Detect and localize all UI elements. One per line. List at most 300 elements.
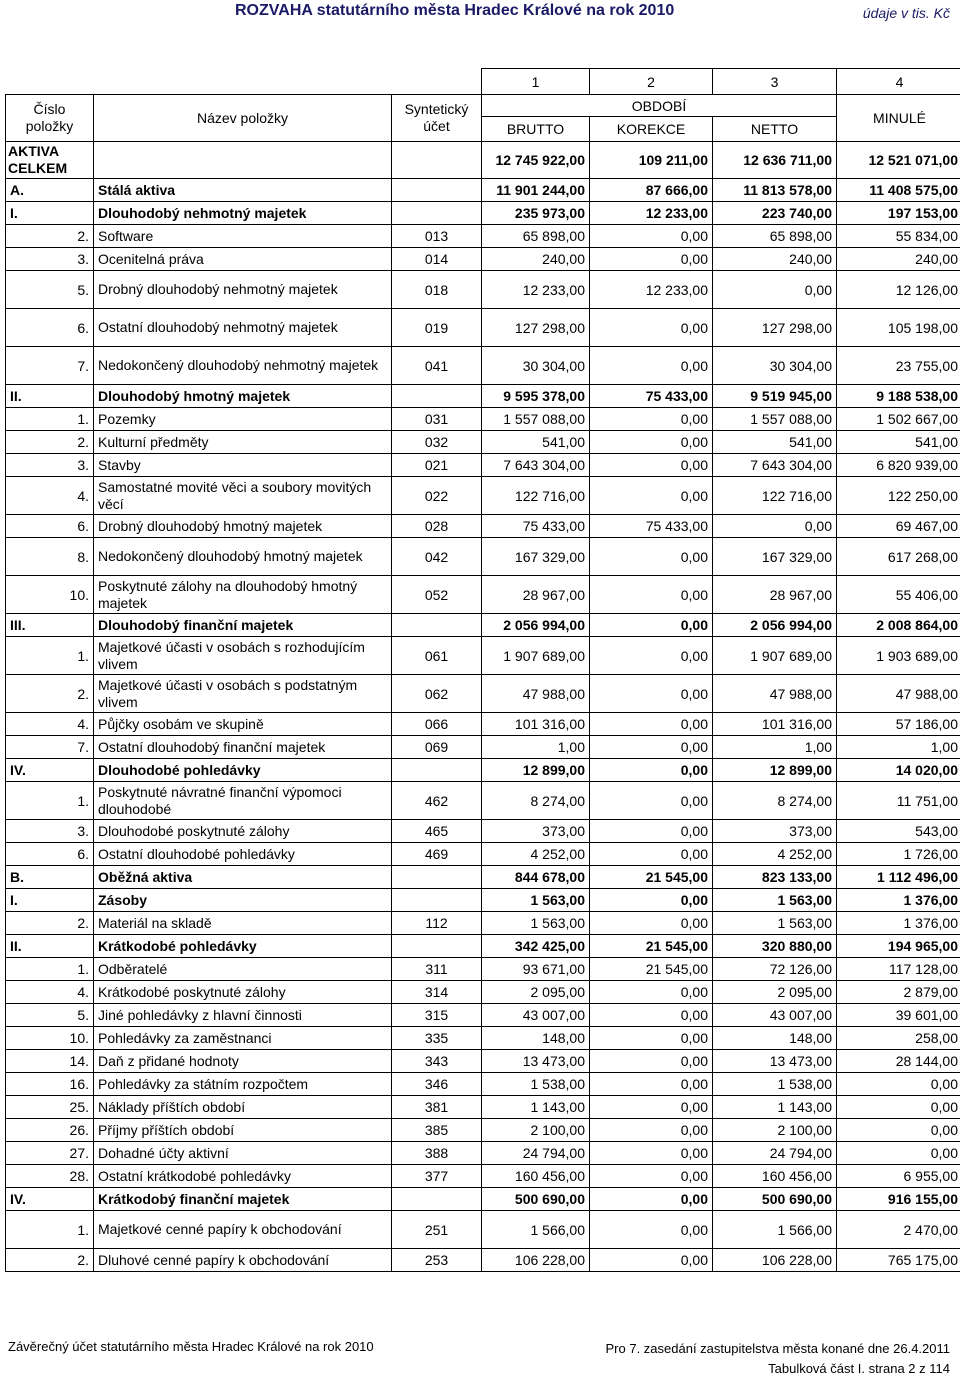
units-label: údaje v tis. Kč	[863, 5, 950, 21]
row-account	[392, 202, 482, 225]
table-row	[6, 1119, 960, 1142]
row-account: 346	[392, 1073, 482, 1096]
table-row	[6, 1249, 960, 1272]
header-account: Syntetický účet	[392, 95, 482, 142]
row-brutto: 4 252,00	[482, 843, 590, 866]
row-name: Samostatné movité věci a soubory movitých věcí	[94, 477, 392, 515]
row-brutto: 342 425,00	[482, 935, 590, 958]
table-row	[6, 408, 960, 431]
row-netto: 1 538,00	[713, 1073, 837, 1096]
row-name: Kulturní předměty	[94, 431, 392, 454]
table-row	[6, 225, 960, 248]
row-number: 26.	[6, 1119, 94, 1142]
row-brutto: 240,00	[482, 248, 590, 271]
row-brutto: 106 228,00	[482, 1249, 590, 1272]
row-korekce: 0,00	[590, 1096, 713, 1119]
row-name: Zásoby	[94, 889, 392, 912]
row-previous: 57 186,00	[837, 713, 960, 736]
row-name: Majetkové účasti v osobách s rozhodujícím vlivem	[94, 637, 392, 675]
row-korekce: 0,00	[590, 454, 713, 477]
row-korekce: 0,00	[590, 736, 713, 759]
table-row	[6, 759, 960, 782]
row-korekce: 0,00	[590, 713, 713, 736]
row-korekce: 0,00	[590, 1211, 713, 1249]
row-name	[94, 142, 392, 179]
row-name: Majetkové účasti v osobách s podstatným vlivem	[94, 675, 392, 713]
row-korekce: 0,00	[590, 1119, 713, 1142]
row-account: 112	[392, 912, 482, 935]
row-previous: 28 144,00	[837, 1050, 960, 1073]
row-previous: 12 126,00	[837, 271, 960, 309]
table-row	[6, 347, 960, 385]
row-name: Poskytnuté zálohy na dlouhodobý hmotný majetek	[94, 576, 392, 614]
row-number: 7.	[6, 347, 94, 385]
row-name: Majetkové cenné papíry k obchodování	[94, 1211, 392, 1249]
column-number-2: 2	[590, 69, 713, 95]
row-brutto: 122 716,00	[482, 477, 590, 515]
row-netto: 1 557 088,00	[713, 408, 837, 431]
row-brutto: 1 557 088,00	[482, 408, 590, 431]
row-name: Nedokončený dlouhodobý nehmotný majetek	[94, 347, 392, 385]
row-name: Ocenitelná práva	[94, 248, 392, 271]
row-brutto: 2 095,00	[482, 981, 590, 1004]
row-name: Nedokončený dlouhodobý hmotný majetek	[94, 538, 392, 576]
row-number: II.	[6, 935, 94, 958]
row-netto: 13 473,00	[713, 1050, 837, 1073]
row-previous: 12 521 071,00	[837, 142, 960, 179]
row-brutto: 11 901 244,00	[482, 179, 590, 202]
row-number: 1.	[6, 1211, 94, 1249]
row-name: Oběžná aktiva	[94, 866, 392, 889]
row-brutto: 2 100,00	[482, 1119, 590, 1142]
row-account	[392, 889, 482, 912]
row-previous: 117 128,00	[837, 958, 960, 981]
row-name: Software	[94, 225, 392, 248]
table-row	[6, 1165, 960, 1188]
row-account: 315	[392, 1004, 482, 1027]
row-previous: 2 879,00	[837, 981, 960, 1004]
row-korekce: 21 545,00	[590, 935, 713, 958]
footer-page: Tabulková část I. strana 2 z 114	[606, 1359, 951, 1379]
row-brutto: 1 907 689,00	[482, 637, 590, 675]
row-account: 013	[392, 225, 482, 248]
row-netto: 12 636 711,00	[713, 142, 837, 179]
row-number: 3.	[6, 454, 94, 477]
row-account	[392, 866, 482, 889]
row-number: 2.	[6, 675, 94, 713]
row-number: 6.	[6, 843, 94, 866]
row-account	[392, 614, 482, 637]
row-brutto: 1 538,00	[482, 1073, 590, 1096]
table-row	[6, 958, 960, 981]
row-name: Daň z přidané hodnoty	[94, 1050, 392, 1073]
table-row	[6, 675, 960, 713]
row-netto: 4 252,00	[713, 843, 837, 866]
row-number: 2.	[6, 1249, 94, 1272]
table-row	[6, 576, 960, 614]
row-account: 069	[392, 736, 482, 759]
row-previous: 105 198,00	[837, 309, 960, 347]
row-netto: 101 316,00	[713, 713, 837, 736]
row-number: 4.	[6, 713, 94, 736]
row-name: Poskytnuté návratné finanční výpomoci dlouhodobé	[94, 782, 392, 820]
table-row	[6, 935, 960, 958]
row-account: 062	[392, 675, 482, 713]
row-korekce: 0,00	[590, 820, 713, 843]
header-row-numbers	[6, 69, 960, 95]
row-number: 4.	[6, 477, 94, 515]
row-name: Ostatní dlouhodobé pohledávky	[94, 843, 392, 866]
row-previous: 541,00	[837, 431, 960, 454]
row-number: 1.	[6, 782, 94, 820]
row-number: 28.	[6, 1165, 94, 1188]
row-brutto: 12 233,00	[482, 271, 590, 309]
header-item-number: Číslo položky	[6, 95, 94, 142]
row-number: III.	[6, 614, 94, 637]
row-previous: 55 834,00	[837, 225, 960, 248]
row-number: 5.	[6, 1004, 94, 1027]
row-brutto: 8 274,00	[482, 782, 590, 820]
row-korekce: 0,00	[590, 782, 713, 820]
table-row	[6, 202, 960, 225]
row-brutto: 24 794,00	[482, 1142, 590, 1165]
row-netto: 2 100,00	[713, 1119, 837, 1142]
row-brutto: 167 329,00	[482, 538, 590, 576]
row-brutto: 43 007,00	[482, 1004, 590, 1027]
row-name: Dlouhodobý nehmotný majetek	[94, 202, 392, 225]
row-brutto: 235 973,00	[482, 202, 590, 225]
row-brutto: 844 678,00	[482, 866, 590, 889]
row-korekce: 0,00	[590, 347, 713, 385]
row-previous: 1 112 496,00	[837, 866, 960, 889]
table-row	[6, 782, 960, 820]
row-netto: 106 228,00	[713, 1249, 837, 1272]
row-number: 6.	[6, 309, 94, 347]
row-account: 019	[392, 309, 482, 347]
header-item-name: Název položky	[94, 95, 392, 142]
row-account: 469	[392, 843, 482, 866]
balance-sheet-table	[5, 68, 960, 1272]
row-name: Stálá aktiva	[94, 179, 392, 202]
row-previous: 14 020,00	[837, 759, 960, 782]
row-name: Pohledávky za zaměstnanci	[94, 1027, 392, 1050]
row-name: Krátkodobé pohledávky	[94, 935, 392, 958]
row-brutto: 541,00	[482, 431, 590, 454]
row-brutto: 1 143,00	[482, 1096, 590, 1119]
row-account: 042	[392, 538, 482, 576]
row-brutto: 65 898,00	[482, 225, 590, 248]
row-account	[392, 759, 482, 782]
row-netto: 0,00	[713, 515, 837, 538]
row-name: Jiné pohledávky z hlavní činnosti	[94, 1004, 392, 1027]
row-account: 041	[392, 347, 482, 385]
row-netto: 823 133,00	[713, 866, 837, 889]
row-account: 388	[392, 1142, 482, 1165]
table-row	[6, 1142, 960, 1165]
row-korekce: 12 233,00	[590, 271, 713, 309]
table-row	[6, 538, 960, 576]
row-previous: 1 726,00	[837, 843, 960, 866]
row-previous: 9 188 538,00	[837, 385, 960, 408]
row-korekce: 0,00	[590, 1050, 713, 1073]
row-number: 8.	[6, 538, 94, 576]
row-name: Náklady příštích období	[94, 1096, 392, 1119]
row-name: Příjmy příštích období	[94, 1119, 392, 1142]
row-name: Materiál na skladě	[94, 912, 392, 935]
row-number: 3.	[6, 248, 94, 271]
row-account: 251	[392, 1211, 482, 1249]
row-netto: 167 329,00	[713, 538, 837, 576]
row-name: Drobný dlouhodobý nehmotný majetek	[94, 271, 392, 309]
table-row	[6, 1073, 960, 1096]
row-name: Ostatní dlouhodobý finanční majetek	[94, 736, 392, 759]
row-previous: 197 153,00	[837, 202, 960, 225]
row-previous: 122 250,00	[837, 477, 960, 515]
row-korekce: 0,00	[590, 248, 713, 271]
row-korekce: 0,00	[590, 538, 713, 576]
row-number: 14.	[6, 1050, 94, 1073]
row-previous: 1 376,00	[837, 889, 960, 912]
row-brutto: 12 899,00	[482, 759, 590, 782]
row-previous: 765 175,00	[837, 1249, 960, 1272]
row-name: Dlouhodobé pohledávky	[94, 759, 392, 782]
row-korekce: 0,00	[590, 912, 713, 935]
row-number: 27.	[6, 1142, 94, 1165]
table-row	[6, 1050, 960, 1073]
row-netto: 500 690,00	[713, 1188, 837, 1211]
row-korekce: 0,00	[590, 408, 713, 431]
row-number: 3.	[6, 820, 94, 843]
row-account: 052	[392, 576, 482, 614]
row-netto: 148,00	[713, 1027, 837, 1050]
row-name: Dlouhodobé poskytnuté zálohy	[94, 820, 392, 843]
row-previous: 6 820 939,00	[837, 454, 960, 477]
row-korekce: 0,00	[590, 576, 713, 614]
footer-left: Závěrečný účet statutárního města Hradec Králové na rok 2010	[8, 1339, 374, 1354]
table-row	[6, 477, 960, 515]
row-brutto: 1 563,00	[482, 889, 590, 912]
row-korekce: 0,00	[590, 889, 713, 912]
row-korekce: 0,00	[590, 225, 713, 248]
row-number: 16.	[6, 1073, 94, 1096]
row-brutto: 2 056 994,00	[482, 614, 590, 637]
row-korekce: 0,00	[590, 309, 713, 347]
table-row	[6, 843, 960, 866]
column-number-3: 3	[713, 69, 837, 95]
row-netto: 541,00	[713, 431, 837, 454]
row-previous: 1,00	[837, 736, 960, 759]
row-account: 335	[392, 1027, 482, 1050]
row-netto: 72 126,00	[713, 958, 837, 981]
row-netto: 240,00	[713, 248, 837, 271]
row-name: Dlouhodobý hmotný majetek	[94, 385, 392, 408]
row-netto: 2 095,00	[713, 981, 837, 1004]
row-brutto: 12 745 922,00	[482, 142, 590, 179]
row-netto: 223 740,00	[713, 202, 837, 225]
row-name: Dluhové cenné papíry k obchodování	[94, 1249, 392, 1272]
row-previous: 39 601,00	[837, 1004, 960, 1027]
row-account: 462	[392, 782, 482, 820]
row-previous: 69 467,00	[837, 515, 960, 538]
row-previous: 6 955,00	[837, 1165, 960, 1188]
row-netto: 2 056 994,00	[713, 614, 837, 637]
row-previous: 543,00	[837, 820, 960, 843]
row-brutto: 373,00	[482, 820, 590, 843]
table-row	[6, 1027, 960, 1050]
row-account: 465	[392, 820, 482, 843]
row-number: II.	[6, 385, 94, 408]
row-netto: 65 898,00	[713, 225, 837, 248]
row-number: 1.	[6, 408, 94, 431]
row-number: AKTIVA CELKEM	[6, 142, 94, 179]
table-row	[6, 736, 960, 759]
row-previous: 2 470,00	[837, 1211, 960, 1249]
row-previous: 1 376,00	[837, 912, 960, 935]
table-row	[6, 1188, 960, 1211]
row-number: 1.	[6, 958, 94, 981]
table-row	[6, 515, 960, 538]
table-row	[6, 248, 960, 271]
row-previous: 2 008 864,00	[837, 614, 960, 637]
column-number-4: 4	[837, 69, 960, 95]
table-row	[6, 713, 960, 736]
row-korekce: 0,00	[590, 981, 713, 1004]
row-number: I.	[6, 202, 94, 225]
row-korekce: 0,00	[590, 614, 713, 637]
row-account: 022	[392, 477, 482, 515]
header-netto: NETTO	[713, 117, 837, 142]
row-korekce: 0,00	[590, 759, 713, 782]
row-previous: 617 268,00	[837, 538, 960, 576]
row-number: 6.	[6, 515, 94, 538]
row-account: 018	[392, 271, 482, 309]
row-account	[392, 179, 482, 202]
row-account: 343	[392, 1050, 482, 1073]
table-row	[6, 385, 960, 408]
row-account	[392, 935, 482, 958]
row-name: Pohledávky za státním rozpočtem	[94, 1073, 392, 1096]
row-korekce: 0,00	[590, 477, 713, 515]
row-brutto: 93 671,00	[482, 958, 590, 981]
row-netto: 7 643 304,00	[713, 454, 837, 477]
table-row	[6, 889, 960, 912]
row-netto: 12 899,00	[713, 759, 837, 782]
row-korekce: 0,00	[590, 431, 713, 454]
footer-meeting: Pro 7. zasedání zastupitelstva města konané dne 26.4.2011	[606, 1339, 951, 1359]
row-brutto: 127 298,00	[482, 309, 590, 347]
table-row	[6, 820, 960, 843]
row-netto: 320 880,00	[713, 935, 837, 958]
table-row	[6, 309, 960, 347]
row-account: 032	[392, 431, 482, 454]
row-number: IV.	[6, 759, 94, 782]
row-account: 066	[392, 713, 482, 736]
row-brutto: 9 595 378,00	[482, 385, 590, 408]
table-row	[6, 866, 960, 889]
row-name: Ostatní dlouhodobý nehmotný majetek	[94, 309, 392, 347]
row-netto: 28 967,00	[713, 576, 837, 614]
table-row	[6, 981, 960, 1004]
row-korekce: 75 433,00	[590, 385, 713, 408]
column-number-1: 1	[482, 69, 590, 95]
row-korekce: 87 666,00	[590, 179, 713, 202]
row-previous: 258,00	[837, 1027, 960, 1050]
row-account: 311	[392, 958, 482, 981]
row-previous: 916 155,00	[837, 1188, 960, 1211]
row-previous: 240,00	[837, 248, 960, 271]
row-previous: 1 502 667,00	[837, 408, 960, 431]
row-name: Dlouhodobý finanční majetek	[94, 614, 392, 637]
row-netto: 43 007,00	[713, 1004, 837, 1027]
row-brutto: 500 690,00	[482, 1188, 590, 1211]
row-account: 028	[392, 515, 482, 538]
row-previous: 11 751,00	[837, 782, 960, 820]
row-brutto: 30 304,00	[482, 347, 590, 385]
row-number: 2.	[6, 431, 94, 454]
row-korekce: 0,00	[590, 1073, 713, 1096]
row-korekce: 0,00	[590, 1188, 713, 1211]
row-previous: 23 755,00	[837, 347, 960, 385]
row-netto: 30 304,00	[713, 347, 837, 385]
table-row	[6, 271, 960, 309]
row-brutto: 13 473,00	[482, 1050, 590, 1073]
row-brutto: 1 566,00	[482, 1211, 590, 1249]
row-number: 2.	[6, 912, 94, 935]
row-korekce: 0,00	[590, 1165, 713, 1188]
row-name: Krátkodobý finanční majetek	[94, 1188, 392, 1211]
row-korekce: 0,00	[590, 675, 713, 713]
row-korekce: 0,00	[590, 637, 713, 675]
row-previous: 1 903 689,00	[837, 637, 960, 675]
row-account: 253	[392, 1249, 482, 1272]
row-netto: 1,00	[713, 736, 837, 759]
row-previous: 0,00	[837, 1096, 960, 1119]
row-netto: 24 794,00	[713, 1142, 837, 1165]
row-account: 031	[392, 408, 482, 431]
row-netto: 1 563,00	[713, 889, 837, 912]
row-account	[392, 142, 482, 179]
row-number: B.	[6, 866, 94, 889]
row-number: IV.	[6, 1188, 94, 1211]
table-row	[6, 637, 960, 675]
row-netto: 8 274,00	[713, 782, 837, 820]
row-name: Dohadné účty aktivní	[94, 1142, 392, 1165]
row-name: Odběratelé	[94, 958, 392, 981]
table-row	[6, 454, 960, 477]
table-row	[6, 179, 960, 202]
row-netto: 1 143,00	[713, 1096, 837, 1119]
row-account: 314	[392, 981, 482, 1004]
row-brutto: 1,00	[482, 736, 590, 759]
row-netto: 1 907 689,00	[713, 637, 837, 675]
row-number: A.	[6, 179, 94, 202]
footer-right	[606, 1339, 951, 1379]
header-row-period	[6, 95, 960, 117]
row-korekce: 0,00	[590, 843, 713, 866]
row-account: 381	[392, 1096, 482, 1119]
page-title: ROZVAHA statutárního města Hradec Králové na rok 2010	[235, 2, 674, 20]
header-previous: MINULÉ	[837, 95, 960, 142]
row-name: Stavby	[94, 454, 392, 477]
row-number: 5.	[6, 271, 94, 309]
header-brutto: BRUTTO	[482, 117, 590, 142]
row-korekce: 12 233,00	[590, 202, 713, 225]
row-korekce: 0,00	[590, 1249, 713, 1272]
row-name: Drobný dlouhodobý hmotný majetek	[94, 515, 392, 538]
row-number: 2.	[6, 225, 94, 248]
table-row	[6, 614, 960, 637]
row-number: 7.	[6, 736, 94, 759]
